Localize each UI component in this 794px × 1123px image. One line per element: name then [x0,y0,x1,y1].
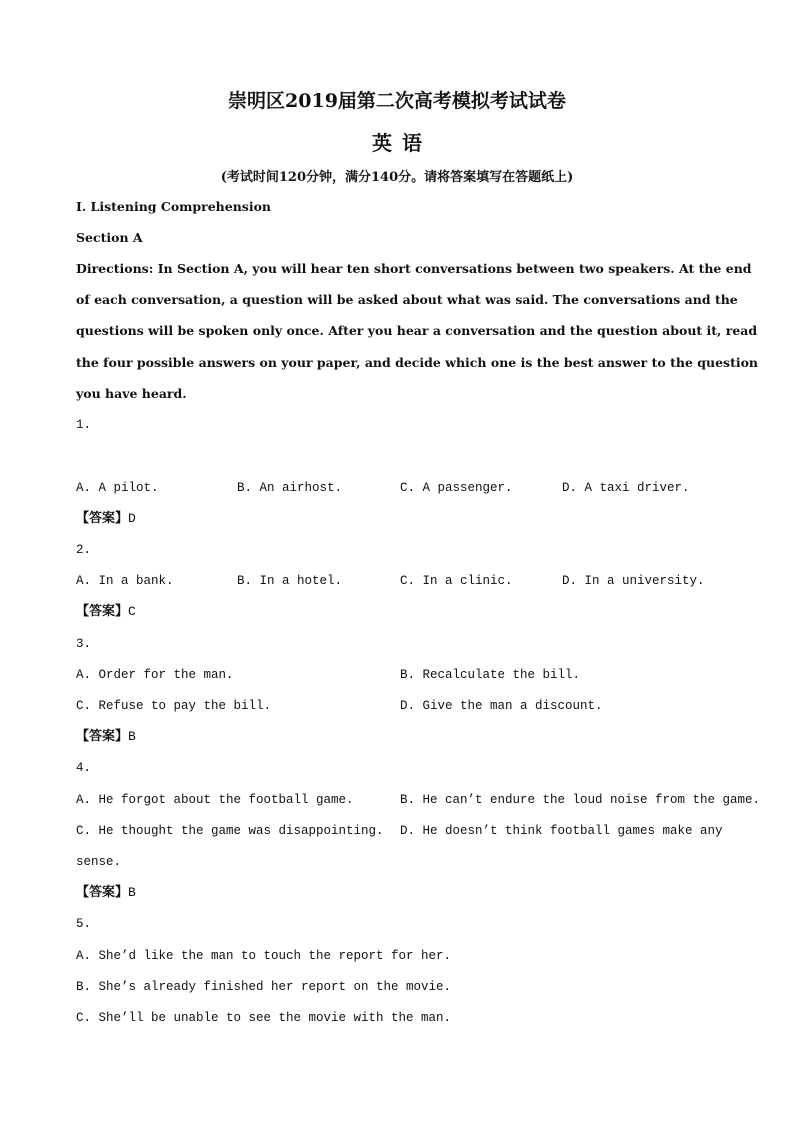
option-d: D. In a university. [562,574,705,588]
option-b: B. Recalculate the bill. [400,668,581,682]
option-d: D. A taxi driver. [562,481,690,495]
option-d: D. Give the man a discount. [400,699,603,713]
option-c: C. He thought the game was disappointing. [76,824,384,838]
option-c: C. Refuse to pay the bill. [76,699,272,713]
section-heading: Section A [76,230,143,245]
answer-line [76,604,136,620]
question-number: 5. [76,917,92,931]
option-b: B. He can’t endure the loud noise from the game. [400,793,761,807]
option-d-continued: sense. [76,855,122,869]
option-a: A. He forgot about the football game. [76,793,354,807]
answer-value: B [128,885,136,900]
answer-value: B [128,729,136,744]
answer-label: 【答案】 [76,729,129,744]
option-c: C. In a clinic. [400,574,513,588]
answer-value: D [128,511,136,526]
option-b: B. In a hotel. [237,574,343,588]
question-number: 4. [76,761,92,775]
answer-label: 【答案】 [76,885,129,900]
directions-line: Directions: In Section A, you will hear ten short conversations between two speakers. At the end [76,261,752,276]
part-heading: I. Listening Comprehension [76,199,272,214]
option-a: A. In a bank. [76,574,174,588]
directions-line: questions will be spoken only once. After you hear a conversation and the question about it, read [76,323,758,338]
directions-line: you have heard. [76,386,187,401]
exam-note: (考试时间120分钟，满分140分。请将答案填写在答题纸上) [220,170,574,185]
question-number: 3. [76,637,92,651]
subject-heading: 英语 [372,131,432,155]
option-b: B. An airhost. [237,481,343,495]
option-c: C. A passenger. [400,481,513,495]
answer-label: 【答案】 [76,511,129,526]
directions-line: of each conversation, a question will be asked about what was said. The conversations and the [76,292,738,307]
question-number: 2. [76,543,92,557]
option-c: C. She’ll be unable to see the movie with the man. [76,1011,452,1025]
option-a: A. She’d like the man to touch the report for her. [76,949,452,963]
directions-line: the four possible answers on your paper, and decide which one is the best answer to the question [76,355,759,370]
answer-line [76,885,136,901]
option-a: A. A pilot. [76,481,159,495]
answer-value: C [128,604,136,619]
answer-line [76,729,136,745]
exam-title: 崇明区2019届第二次高考模拟考试试卷 [228,90,566,112]
option-b: B. She’s already finished her report on the movie. [76,980,452,994]
question-number: 1. [76,418,92,432]
answer-line [76,511,136,527]
option-a: A. Order for the man. [76,668,234,682]
option-d: D. He doesn’t think football games make any [400,824,723,838]
answer-label: 【答案】 [76,604,129,619]
